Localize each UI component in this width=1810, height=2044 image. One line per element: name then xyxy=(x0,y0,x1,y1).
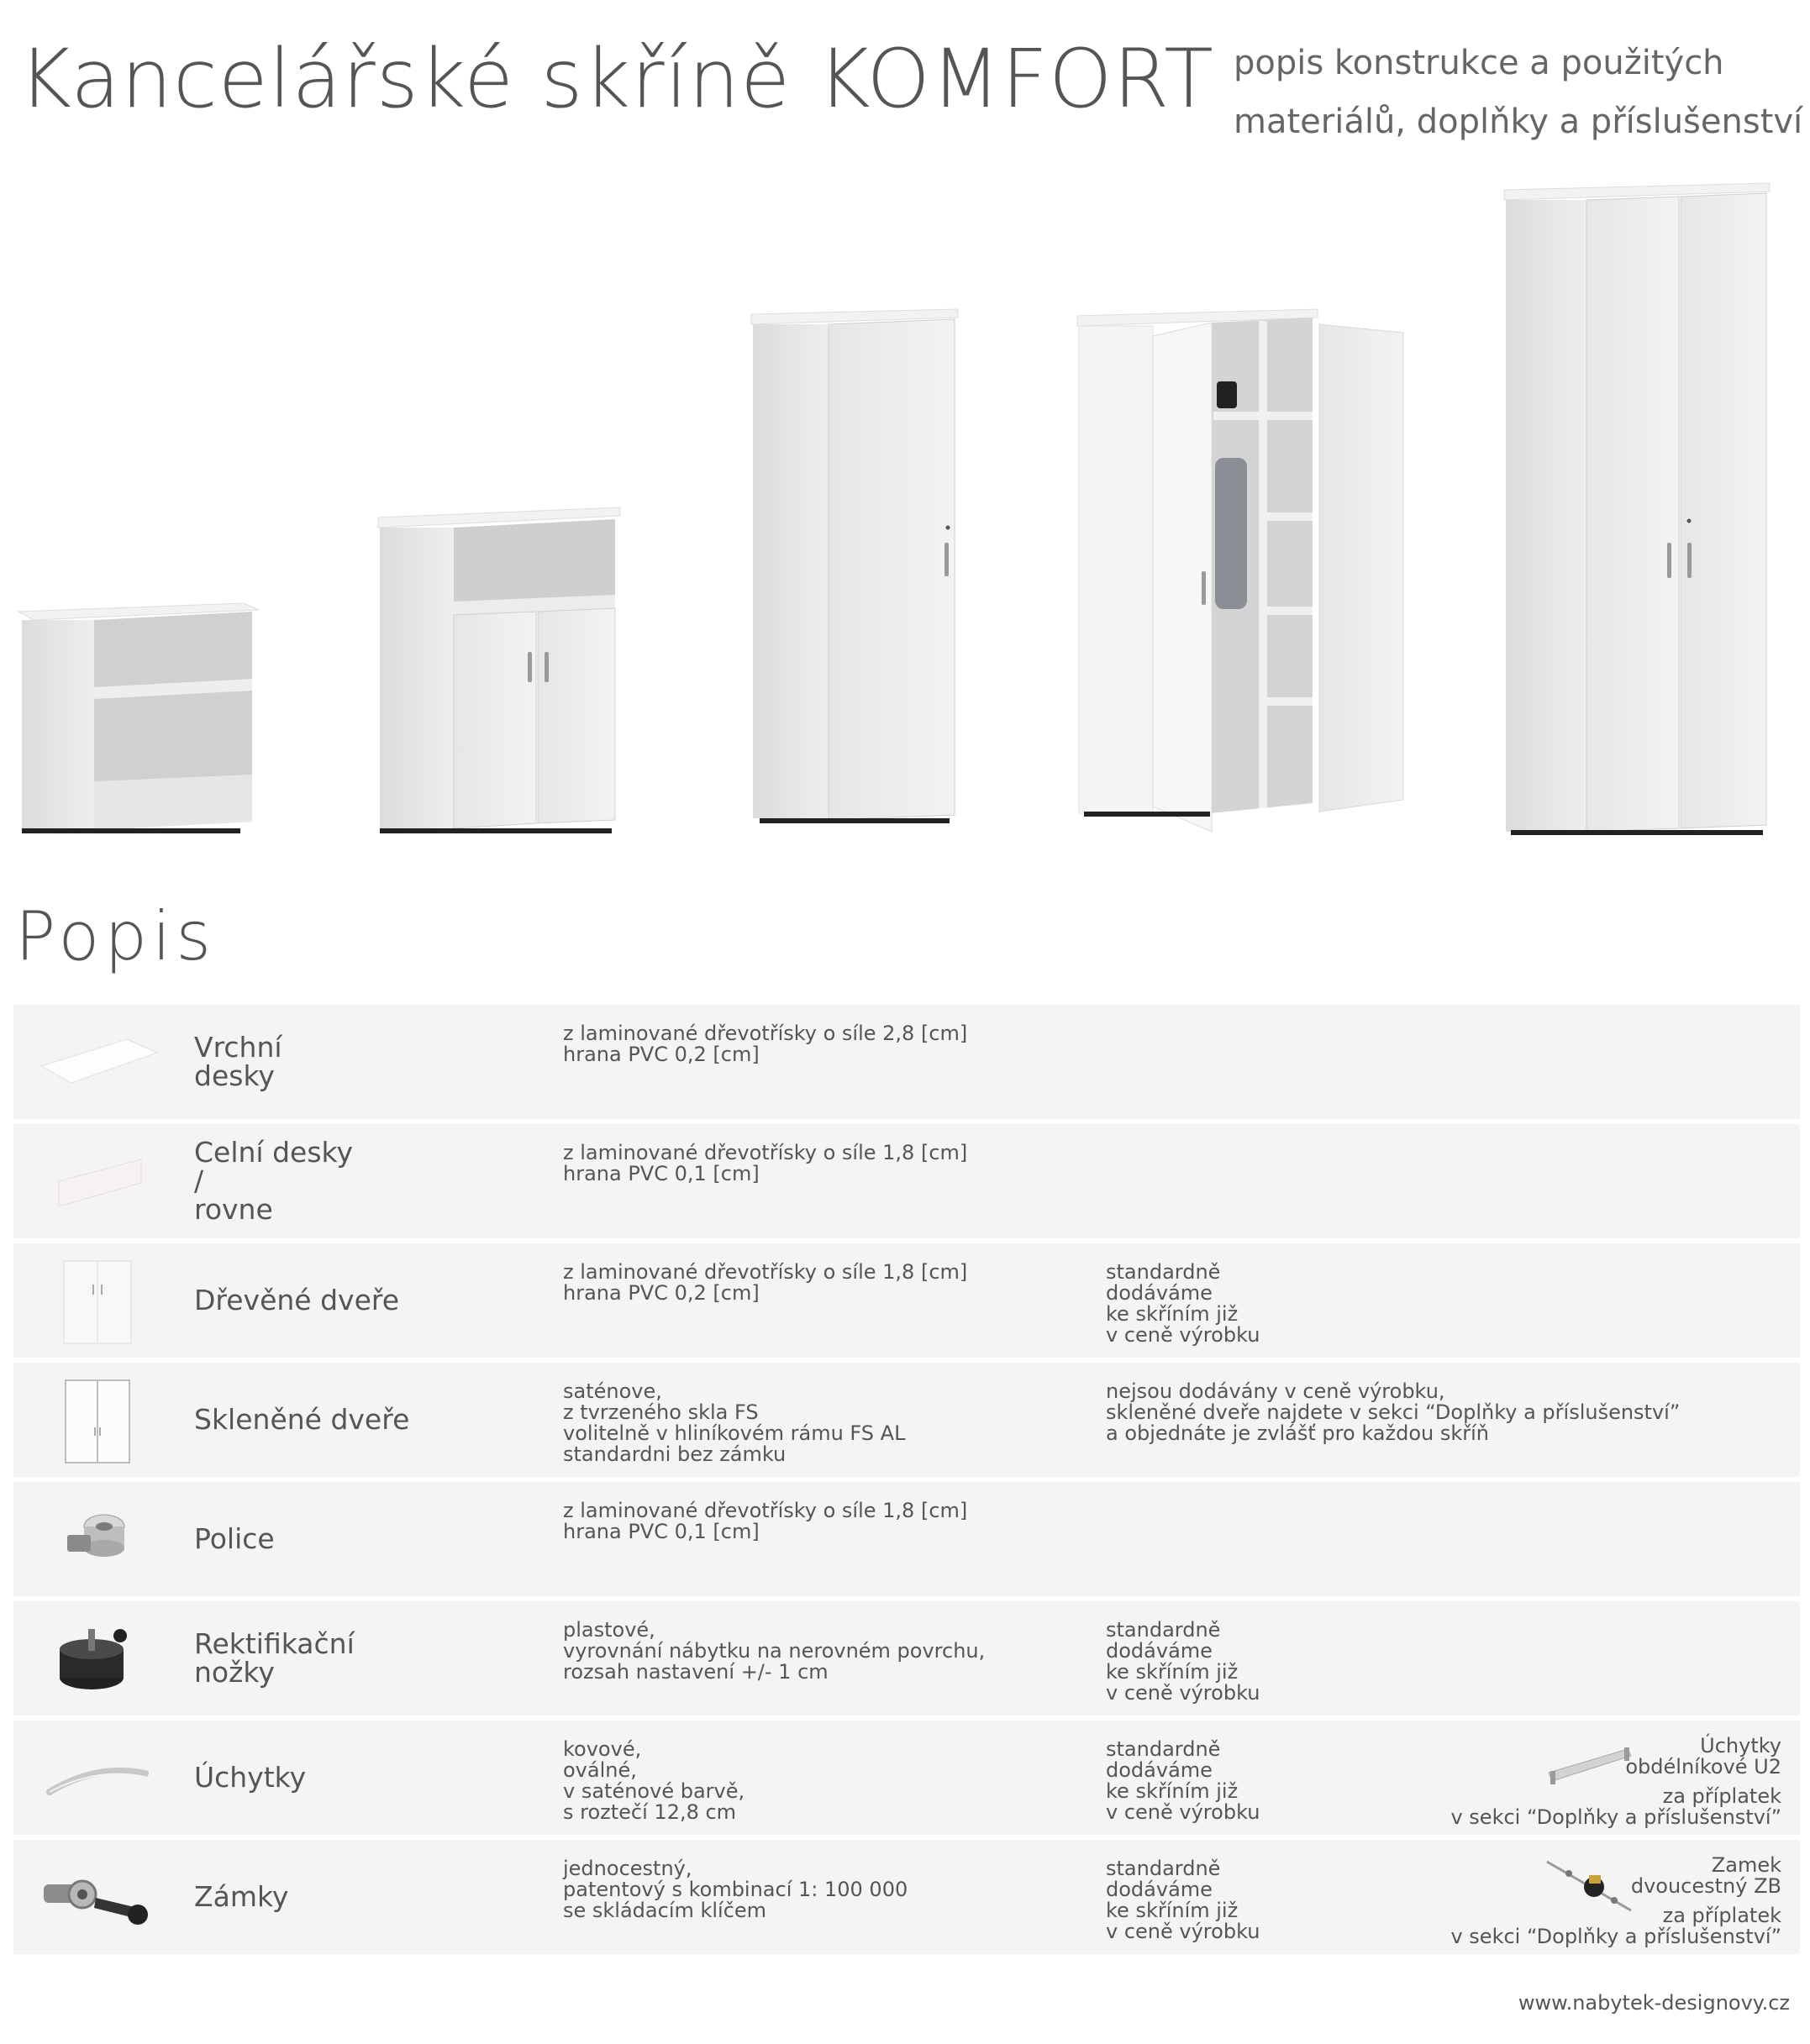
mid-cabinet-doors xyxy=(378,507,620,833)
row-spec: kovové, oválné, v saténové barvě, s roztečí 12,8 cm xyxy=(563,1737,745,1824)
row-spec: z laminované dřevotřísky o síle 1,8 [cm] hrana PVC 0,1 [cm] xyxy=(563,1141,968,1185)
row-spec: saténove, z tvrzeného skla FS volitelně v hliníkovém rámu FS AL standardni bez zámku xyxy=(563,1379,906,1466)
row-name: Celní desky / rovne xyxy=(194,1136,353,1226)
top-board-icon xyxy=(30,1013,165,1111)
row-standard-note: standardně dodáváme ke skříním již v ceně výrobku xyxy=(1106,1857,1260,1943)
section-title: Popis xyxy=(15,897,217,975)
spec-row-front-boards xyxy=(13,1124,1800,1238)
open-low-cabinet xyxy=(18,603,259,833)
row-extra-option: Úchytky obdélníkové U2 za příplatek v sekci “Doplňky a příslušenství” xyxy=(1450,1734,1781,1829)
row-spec: plastové, vyrovnání nábytku na nerovném povrchu, rozsah nastavení +/- 1 cm xyxy=(563,1618,986,1684)
tall-double-door-cabinet xyxy=(1504,183,1770,835)
row-name: Rektifikační nožky xyxy=(194,1627,355,1689)
subtitle-line-2: materiálů, doplňky a příslušenství xyxy=(1234,102,1803,141)
spec-row-leveling-feet xyxy=(13,1601,1800,1716)
website-link[interactable]: www.nabytek-designovy.cz xyxy=(1518,1991,1790,2015)
row-name: Skleněné dveře xyxy=(194,1403,410,1436)
row-standard-note: nejsou dodávány v ceně výrobku, skleněné dveře najdete v sekci “Doplňky a příslušenství” a objednáte je zvlášť pro každou skříň xyxy=(1106,1379,1681,1445)
tall-single-door-cabinet xyxy=(751,309,958,823)
row-spec: z laminované dřevotřísky o síle 2,8 [cm] hrana PVC 0,2 [cm] xyxy=(563,1022,968,1066)
glass-door-icon xyxy=(30,1371,165,1469)
subtitle-line-1: popis konstrukce a použitých xyxy=(1234,44,1724,82)
spec-row-top-boards xyxy=(13,1005,1800,1119)
row-standard-note: standardně dodáváme ke skříním již v ceně výrobku xyxy=(1106,1737,1260,1824)
row-spec: jednocestný, patentový s kombinací 1: 100 000 se skládacím klíčem xyxy=(563,1857,908,1922)
page-subtitle xyxy=(1234,34,1802,151)
spec-row-glass-doors xyxy=(13,1363,1800,1477)
row-name: Dřevěné dveře xyxy=(194,1284,400,1316)
spec-row-locks xyxy=(13,1840,1800,1954)
row-spec: z laminované dřevotřísky o síle 1,8 [cm] hrana PVC 0,1 [cm] xyxy=(563,1499,968,1543)
shelf-connector-icon xyxy=(30,1490,165,1588)
lock-icon xyxy=(30,1848,165,1946)
row-name: Zámky xyxy=(194,1880,289,1913)
row-extra-option: Zamek dvoucestný ZB za příplatek v sekci “Doplňky a příslušenství” xyxy=(1450,1853,1781,1948)
row-spec: z laminované dřevotřísky o síle 1,8 [cm] hrana PVC 0,2 [cm] xyxy=(563,1260,968,1305)
row-standard-note: standardně dodáváme ke skříním již v ceně výrobku xyxy=(1106,1260,1260,1347)
row-standard-note: standardně dodáváme ke skříním již v ceně výrobku xyxy=(1106,1618,1260,1705)
spec-row-handles xyxy=(13,1721,1800,1835)
spec-row-shelves xyxy=(13,1482,1800,1596)
front-board-icon xyxy=(30,1132,165,1230)
page-title: Kancelářské skříně KOMFORT xyxy=(18,32,1214,126)
wardrobe-open-door xyxy=(1077,309,1403,832)
wooden-door-icon xyxy=(30,1252,165,1349)
row-name: Vrchní desky xyxy=(194,1031,282,1092)
cabinet-lineup-illustration xyxy=(0,168,1810,865)
spec-row-wooden-doors xyxy=(13,1243,1800,1358)
handle-icon xyxy=(30,1729,165,1826)
row-name: Úchytky xyxy=(194,1761,307,1794)
row-name: Police xyxy=(194,1522,275,1555)
leveling-foot-icon xyxy=(30,1610,165,1707)
spec-table xyxy=(13,1005,1800,1959)
